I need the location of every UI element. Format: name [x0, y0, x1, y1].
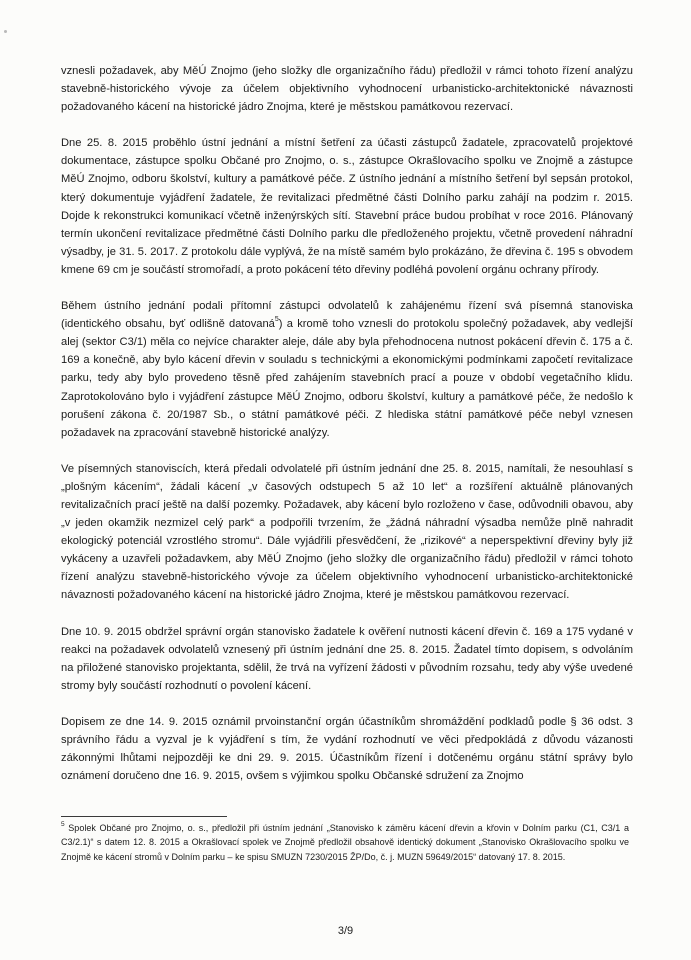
page-number: 3/9 — [337, 925, 354, 937]
footnote — [61, 821, 629, 864]
paragraph-1: vznesli požadavek, aby MěÚ Znojmo (jeho složky dle organizačního řádu) předložil v rámci tohoto řízení analýzu stavebně-historického vývoje za účelem objektivního vyhodnocení urbanisticko-architektonické návaznosti požadovaného kácení na historické jádro Znojma, které je městskou památkovou rezervací. — [61, 65, 633, 114]
footnote-reference: 5 — [274, 316, 279, 324]
body-text — [61, 62, 633, 803]
paragraph-3-start: Během ústního jednání podali přítomní zástupci odvolatelů k zahájenému řízení svá písemná stanoviska (identického obsahu, byť odlišně datovaná — [61, 300, 633, 331]
paragraph-6: Dopisem ze dne 14. 9. 2015 oznámil prvoinstanční orgán účastníkům shromáždění podkladů podle § 36 odst. 3 správního řádu a vyzval je k vyjádření s tím, že vydání rozhodnutí ve věci předpokládá z důvodu vázanosti zákonnými lhůtami nejpozději ke dni 29. 9. 2015. Účastníkům řízení i dotčenému orgánu státní správy bylo oznámení doručeno dne 16. 9. 2015, ovšem s výjimkou spolku Občanské sdružení za Znojmo — [61, 715, 633, 783]
footnote-text: Spolek Občané pro Znojmo, o. s., předložil při ústním jednání „Stanovisko k záměru kácení dřevin a křovin v Dolním parku (C1, C3/1 a C3/2.1)“ s datem 12. 8. 2015 a Okrašlovací spolek ve Znojmě předložil obsahově identický dokument „Stanovisko Okrašlovacího spolku ve Znojmě ke kácení stromů v Dolním parku – ke spisu SMUZN 7230/2015 ŽP/Do, č. j. MUZN 59649/2015“ datovaný 17. 8. 2015. — [61, 823, 629, 862]
scan-dot — [4, 30, 7, 33]
footnote-divider — [61, 816, 227, 817]
footnote-number: 5 — [61, 821, 65, 828]
paragraph-2: Dne 25. 8. 2015 proběhlo ústní jednání a místní šetření za účasti zástupců žadatele, zpracovatelů projektové dokumentace, zástupce spolku Občané pro Znojmo, o. s., zástupce Okrašlovacího spolku ve Znojmě a zástupce MěÚ Znojmo, odboru školství, kultury a památkové péče. Z ústního jednání a místního šetření byl sepsán protokol, který dokumentuje vyjádření žadatele, že revitalizaci předmětné části Dolního parku zahájí na podzim r. 2015. Dojde k rekonstrukci komunikací včetně inženýrských sítí. Stavební práce budou probíhat v roce 2016. Plánovaný termín ukončení revitalizace předmětné části Dolního parku dle předloženého projektu, včetně provedení náhradní výsadby, je 31. 5. 2017. Z protokolu dále vyplývá, že na místě samém bylo prokázáno, že dřevina č. 195 s obvodem kmene 69 cm je součástí stromořadí, a proto pokácení této dřeviny podléhá povolení orgánu ochrany přírody. — [61, 137, 633, 276]
paragraph-4: Ve písemných stanoviscích, která předali odvolatelé při ústním jednání dne 25. 8. 2015, namítali, že nesouhlasí s „plošným kácením“, žádali kácení „v časových odstupech 5 až 10 let“ a rozšíření aktuálně plánovaných revitalizačních prací ještě na další pozemky. Požadavek, aby kácení bylo rozloženo v čase, odůvodnili obavou, aby „v jeden okamžik nezmizel celý park“ a podpořili tvrzením, že „žádná náhradní výsadba nemůže plně nahradit ekologický potenciál vzrostlého stromu“. Dále vyjádřili přesvědčení, že „rizikové“ a neperspektivní dřeviny byly již vykáceny a uzavřeli požadavkem, aby MěÚ Znojmo (jeho složky dle organizačního řádu) předložil v rámci tohoto řízení analýzu stavebně-historického vývoje za účelem objektivního vyhodnocení urbanisticko-architektonické návaznosti požadovaného kácení na historické jádro Znojma, které je městskou památkovou rezervací. — [61, 462, 633, 602]
paragraph-5: Dne 10. 9. 2015 obdržel správní orgán stanovisko žadatele k ověření nutnosti kácení dřevin č. 169 a 175 vydané v reakci na požadavek odvolatelů vznesený při ústním jednání dne 25. 8. 2015. Žadatel tímto dopisem, s odvoláním na přiložené stanovisko projektanta, sdělil, že trvá na vyřízení žádosti v původním rozsahu, tedy aby výše uvedené stromy byly součástí rozhodnutí o povolení kácení. — [61, 625, 633, 692]
paragraph-3 — [61, 297, 633, 442]
paragraph-3-rest: ) a kromě toho vznesli do protokolu společný požadavek, aby vedlejší alej (sektor C3/1) měla co nejvíce charakter aleje, dále aby byla přehodnocena nutnost pokácení dřevin č. 175 a č. 169 a konečně, aby bylo kácení dřevin v souladu s technickými a ekonomickými podmínkami započetí revitalizace parku, tedy aby bylo provedeno těsně před zahájením stavebních prací a pouze v období vegetačního klidu. Zaprotokolováno bylo i vyjádření zástupce MěÚ Znojmo, odboru školství, kultury a památkové péče, že nedošlo k porušení zákona č. 20/1987 Sb., o státní památkové péči. Z hlediska státní památkové péče nebyl vznesen požadavek na zpracování stavebně historické analýzy. — [61, 318, 633, 439]
